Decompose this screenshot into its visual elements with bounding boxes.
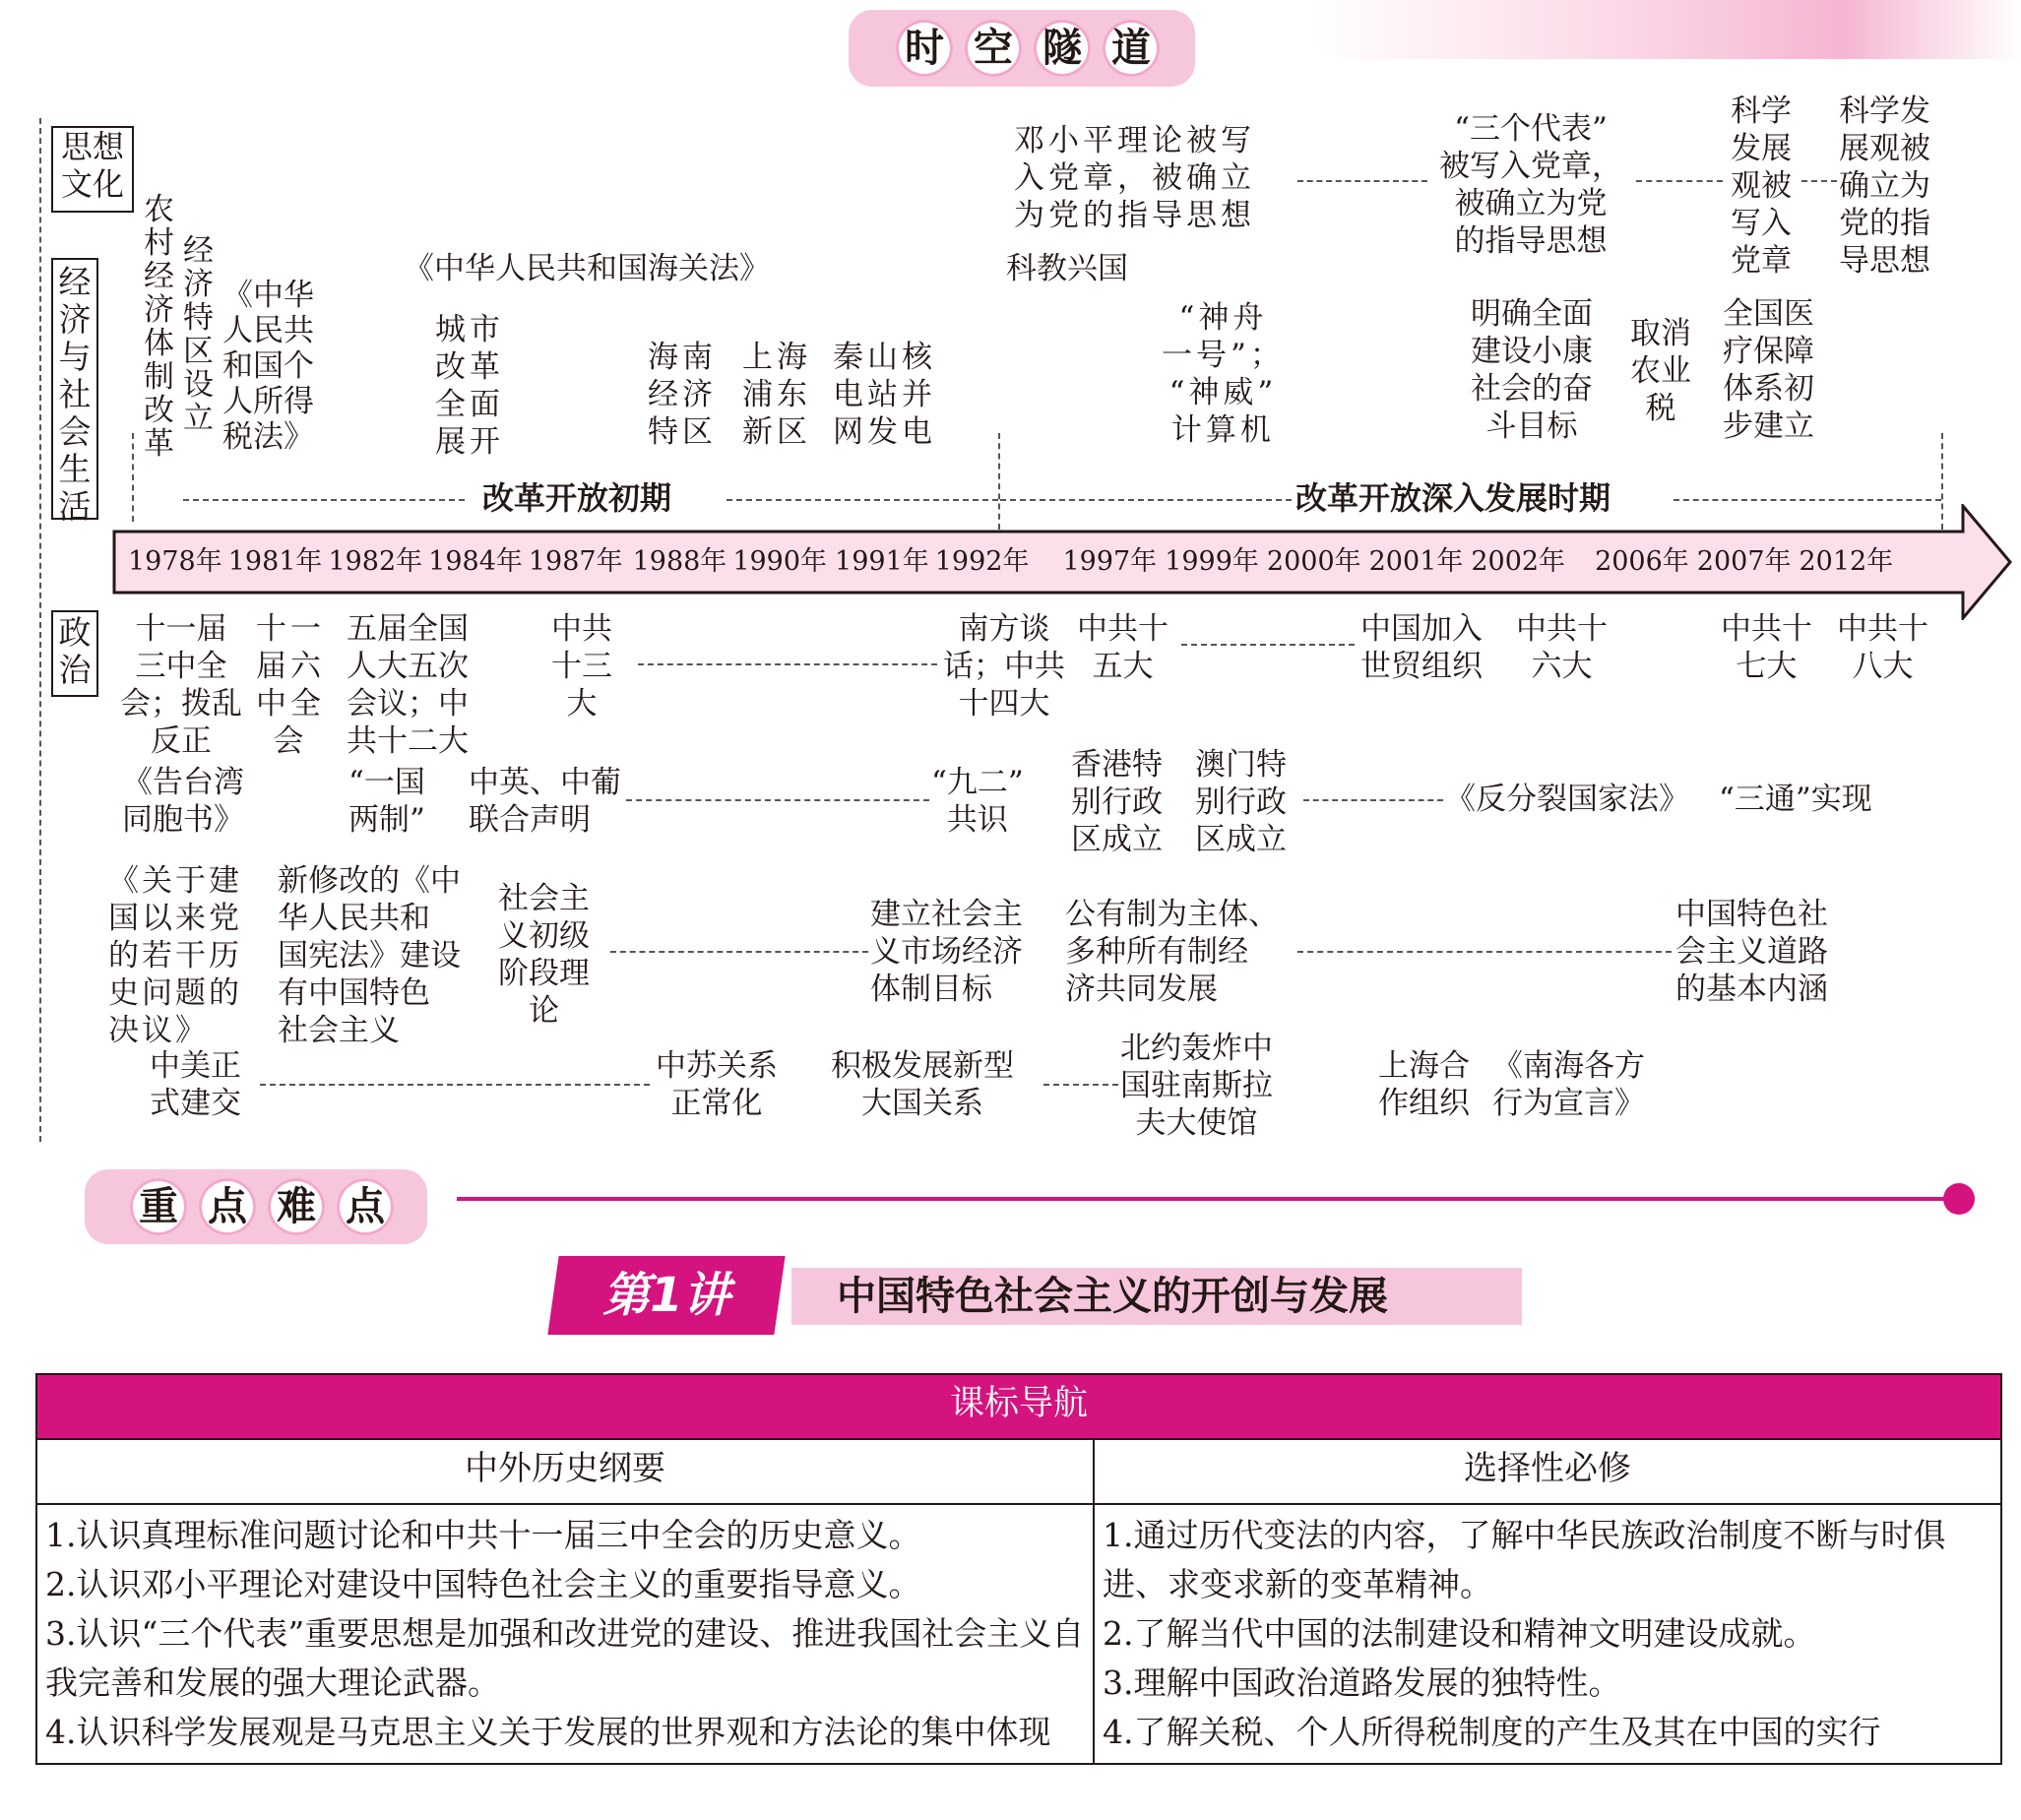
event-pudong: 上海 浦东 新区 <box>742 340 811 450</box>
event-sez: 经 济 特 区 设 立 <box>183 233 214 436</box>
event-abolish-agri-tax: 取消 农业 税 <box>1630 316 1691 426</box>
badge-char: 时 <box>896 20 953 77</box>
event-three-represents: “三个代表” 被写入党章， 被确立为党 的指导思想 <box>1439 111 1622 259</box>
event-macao-sar: 澳门特 别行政 区成立 <box>1195 747 1287 857</box>
connector <box>1181 644 1355 646</box>
event-medical-insurance: 全国医 疗保障 体系初 步建立 <box>1723 296 1814 444</box>
event-socialism-road: 中国特色社 会主义道路 的基本内涵 <box>1675 897 1828 1007</box>
event-15th-congress: 中共十 五大 <box>1077 611 1168 684</box>
event-deng-theory: 邓小平理论被写 入党章，被确立 为党的指导思想 <box>1014 123 1255 233</box>
badge-char: 点 <box>199 1178 256 1235</box>
event-sixth-plenum: 十一 届六 中全 会 <box>256 611 325 759</box>
event-wto: 中国加入 世贸组织 <box>1360 611 1483 684</box>
curriculum-item: 4.了解关税、个人所得税制度的产生及其在中国的实行 <box>1103 1713 1881 1751</box>
timeline-years <box>128 543 1939 583</box>
key-points-rule <box>457 1197 1953 1201</box>
badge-char: 点 <box>337 1178 394 1235</box>
event-16th-congress: 中共十 六大 <box>1516 611 1608 684</box>
event-1992-consensus: “九二” 共识 <box>931 765 1024 838</box>
year-label: 1988年 <box>632 546 727 577</box>
category-politics <box>51 610 98 697</box>
category-label: 思想文化 <box>60 128 124 203</box>
category-economy <box>51 258 98 526</box>
event-embassy-bombing: 北约轰炸中 国驻南斯拉 夫大使馆 <box>1120 1031 1273 1141</box>
event-three-links: “三通”实现 <box>1719 782 1872 817</box>
event-major-power-relations: 积极发展新型 大国关系 <box>831 1048 1014 1121</box>
curriculum-table <box>35 1373 2002 1765</box>
year-label: 1992年 <box>934 546 1030 577</box>
curriculum-item: 4.认识科学发展观是马克思主义关于发展的世界观和方法论的集中体现 <box>45 1713 1051 1751</box>
badge-char: 隧 <box>1034 20 1091 77</box>
curriculum-col1-header: 中外历史纲要 <box>36 1439 1094 1504</box>
header-decoration <box>1309 0 2021 59</box>
curriculum-item: 3.认识“三个代表”重要思想是加强和改进党的建设、推进我国社会主义自我完善和发展的强大理论武器。 <box>45 1614 1085 1702</box>
connector <box>1297 951 1672 953</box>
period2-line-right <box>1674 499 1941 501</box>
connector <box>1801 180 1837 182</box>
event-shenzhou: “神舟 一号”； “神威” 计算机 <box>1162 300 1285 448</box>
badge-char: 重 <box>130 1178 187 1235</box>
period1-label: 改革开放初期 <box>482 479 672 517</box>
connector <box>638 663 937 665</box>
category-label: 政治 <box>58 613 92 689</box>
event-hksar: 香港特 别行政 区成立 <box>1071 747 1163 857</box>
event-revised-constitution: 新修改的《中 华人民共和 国宪法》建设 有中国特色 社会主义 <box>278 863 461 1048</box>
connector <box>1303 799 1443 801</box>
curriculum-col2-header: 选择性必修 <box>1094 1439 2001 1504</box>
event-npc-12th-congress: 五届全国 人大五次 会议；中 共十二大 <box>347 611 469 759</box>
year-label: 2000年 <box>1266 546 1361 577</box>
year-label: 1978年 <box>128 546 222 577</box>
year-label: 1987年 <box>528 546 623 577</box>
event-hainan-sez: 海南 经济 特区 <box>648 340 717 450</box>
year-label: 2012年 <box>1799 546 1894 577</box>
event-historical-resolution: 《关于建 国以来党 的若干历 史问题的 决议》 <box>108 863 242 1048</box>
event-customs-law: 《中华人民共和国海关法》 <box>404 251 770 286</box>
event-13th-congress: 中共 十三 大 <box>551 611 612 722</box>
left-guide-line <box>39 118 41 1142</box>
event-sino-us-relations: 中美正 式建交 <box>150 1048 241 1121</box>
badge-char: 空 <box>965 20 1022 77</box>
event-south-china-sea-declaration: 《南海各方 行为宣言》 <box>1492 1048 1645 1121</box>
year-label: 1981年 <box>227 546 323 577</box>
event-anti-secession-law: 《反分裂国家法》 <box>1445 782 1689 817</box>
event-17th-congress: 中共十 七大 <box>1721 611 1812 684</box>
event-primary-stage-theory: 社会主 义初级 阶段理 论 <box>498 881 590 1029</box>
lesson-title: 中国特色社会主义的开创与发展 <box>837 1274 1388 1319</box>
event-rural-reform: 农 村 经 济 体 制 改 革 <box>144 192 174 462</box>
connector <box>610 951 868 953</box>
event-joint-declarations: 中英、中葡 联合声明 <box>469 765 621 838</box>
period1-line-right <box>726 499 998 501</box>
curriculum-item: 2.认识邓小平理论对建设中国特色社会主义的重要指导意义。 <box>45 1565 921 1603</box>
key-points-rule-dot <box>1943 1183 1975 1215</box>
year-label: 2006年 <box>1595 546 1689 577</box>
curriculum-item: 1.通过历代变法的内容，了解中华民族政治制度不断与时俱进、求变求新的变革精神。 <box>1103 1516 1946 1603</box>
connector <box>1636 180 1723 182</box>
period2-label: 改革开放深入发展时期 <box>1295 479 1611 517</box>
event-xiaokang: 明确全面 建设小康 社会的奋 斗目标 <box>1471 296 1593 444</box>
event-sino-soviet-normalization: 中苏关系 正常化 <box>656 1048 778 1121</box>
year-label: 1997年 <box>1062 546 1158 577</box>
connector <box>260 1084 650 1086</box>
event-sci-dev-guiding: 科学发 展观被 确立为 党的指 导思想 <box>1839 94 1930 279</box>
category-label: 经济与社会生活 <box>58 263 92 526</box>
event-science-education: 科教兴国 <box>1006 251 1128 286</box>
year-label: 2001年 <box>1368 546 1464 577</box>
event-income-tax-law: 《中华 人民共 和国个 人所得 税法》 <box>222 278 314 455</box>
event-sco: 上海合 作组织 <box>1378 1048 1470 1121</box>
year-label: 1982年 <box>328 546 423 577</box>
year-label: 2007年 <box>1696 546 1792 577</box>
event-18th-congress: 中共十 八大 <box>1837 611 1928 684</box>
year-label: 1984年 <box>428 546 523 577</box>
badge-char: 难 <box>268 1178 325 1235</box>
year-label: 1999年 <box>1165 546 1259 577</box>
lesson-number-text: 第1讲 <box>602 1268 730 1323</box>
connector <box>626 799 929 801</box>
year-label: 1990年 <box>732 546 828 577</box>
event-sci-dev-charter: 科学 发展 观被 写入 党章 <box>1731 94 1792 279</box>
curriculum-item: 2.了解当代中国的法制建设和精神文明建设成就。 <box>1103 1614 1816 1653</box>
event-urban-reform: 城市 改革 全面 展开 <box>435 312 504 460</box>
badge-char: 道 <box>1103 20 1160 77</box>
curriculum-col2-body <box>1094 1504 2001 1764</box>
event-qinshan: 秦山核 电站并 网发电 <box>833 340 936 450</box>
curriculum-item: 1.认识真理标准问题讨论和中共十一届三中全会的历史意义。 <box>45 1516 921 1554</box>
curriculum-item: 3.理解中国政治道路发展的独特性。 <box>1103 1663 1621 1702</box>
curriculum-header: 课标导航 <box>36 1374 2001 1439</box>
connector <box>1297 180 1427 182</box>
category-culture <box>51 126 134 213</box>
year-label: 2002年 <box>1471 546 1566 577</box>
event-one-country-two-systems: “一国 两制” <box>348 765 425 838</box>
period1-line-left <box>183 499 465 501</box>
event-public-ownership: 公有制为主体、 多种所有制经 济共同发展 <box>1065 897 1279 1007</box>
connector <box>1043 1084 1118 1086</box>
event-third-plenum: 十一届 三中全 会；拨乱 反正 <box>120 611 242 759</box>
event-taiwan-letter: 《告台湾 同胞书》 <box>122 765 244 838</box>
event-market-economy: 建立社会主 义市场经济 体制目标 <box>870 897 1023 1007</box>
period2-line-left <box>1000 499 1292 501</box>
event-southern-tour: 南方谈 话；中共 十四大 <box>943 611 1065 722</box>
year-label: 1991年 <box>835 546 929 577</box>
curriculum-col1-body <box>36 1504 1094 1764</box>
